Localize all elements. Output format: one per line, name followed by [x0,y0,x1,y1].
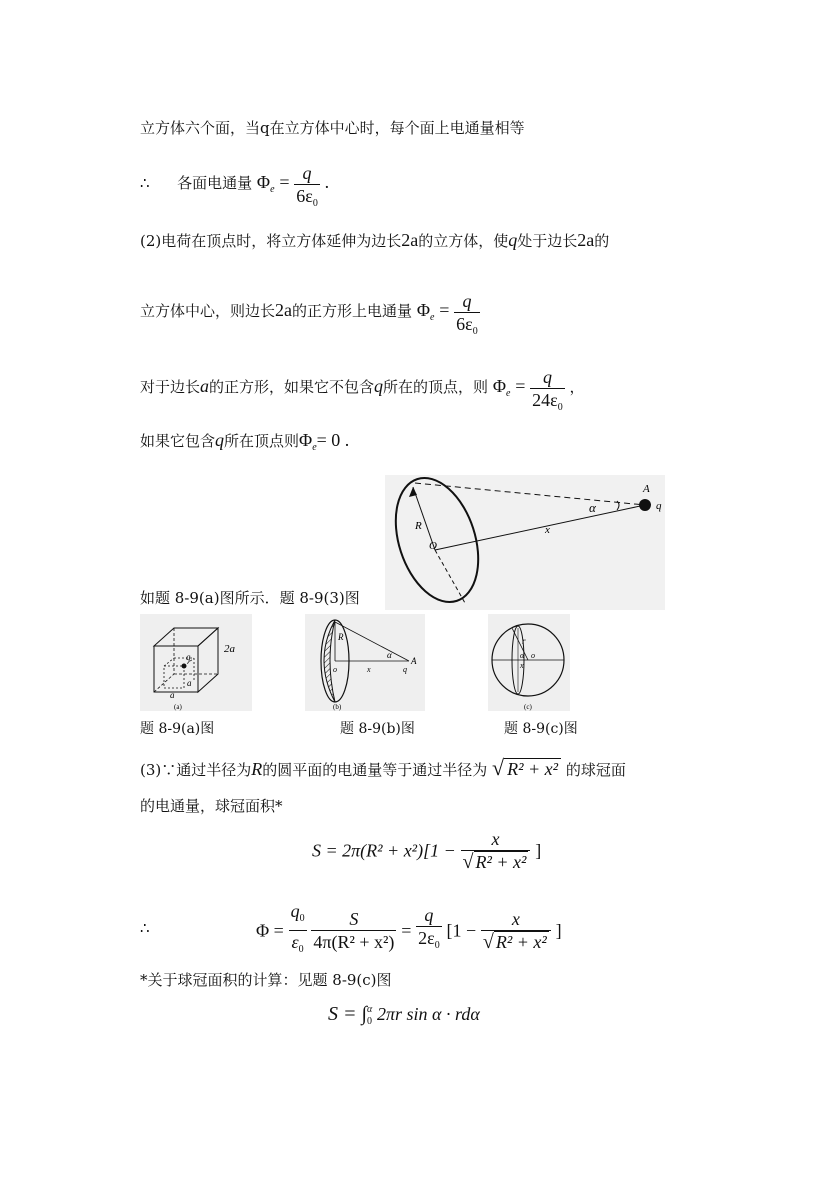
caption-fig-c: 题 8-9(c)图 [504,721,578,737]
svg-text:o: o [333,665,337,674]
figure-c-sphere [488,614,570,711]
text-cube-faces: 立方体六个面，当q在立方体中心时，每个面上电通量相等 [140,119,525,137]
svg-text:r: r [522,636,526,646]
text-line-8: (3)∵通过半径为R的圆平面的电通量等于通过半径为 √ R² + x² 的球冠面 [140,755,626,780]
sqrt-R2-x2: R² + x² [504,758,561,779]
svg-text:A: A [643,483,650,495]
text-line-2: ∴ 各面电通量 $\Phi_e$ = $\frac{q}{6\varepsilon_0}$ . [140,162,329,215]
svg-text:q: q [656,500,662,512]
fraction-q-over-6eps-2: $\frac{q}{6\varepsilon_0}$ [456,291,478,337]
svg-text:α: α [520,651,525,660]
svg-text:q: q [403,665,407,674]
text-line-3: (2)电荷在顶点时，将立方体延伸为边长2a的立方体，使q处于边长2a的 [140,230,610,250]
caption-fig-a: 题 8-9(a)图 [140,721,215,737]
figure-a-cube [140,614,252,711]
fraction-x-over-sqrt: $\frac{x}{\text{√ R² + x²}}$ [461,828,531,873]
svg-text:a: a [170,690,175,700]
figure-b-disk [305,614,425,711]
therefore-symbol: ∴ [140,174,150,192]
svg-text:(a): (a) [174,703,182,711]
text-line-4: 立方体中心，则边长2a的正方形上电通量 $\Phi_e$ = $\frac{q}{6\varepsilon_0}$ [140,290,480,343]
fraction-x-over-sqrt-2: $\frac{x}{\text{√ R² + x²}}$ [481,908,551,953]
text-line-7: 如题 8-9(a)图所示．题 8-9(3)图 [140,589,360,607]
svg-text:o: o [531,651,535,660]
svg-text:O: O [429,540,437,552]
fraction-q-over-24eps: $\frac{q}{24\varepsilon_0}$ [532,367,563,413]
fraction-S-over-4pi: $\frac{S}{\text{4π(R² + x²)}}$ [313,909,395,952]
svg-text:q: q [186,652,191,662]
svg-text:x: x [367,665,371,674]
svg-text:2a: 2a [224,643,235,655]
text-face-flux: 各面电通量 [177,174,253,192]
svg-text:(b): (b) [333,703,342,711]
svg-text:x: x [545,524,550,536]
svg-text:α: α [589,500,596,515]
svg-text:R: R [338,632,344,642]
figure-disk-svg [385,475,665,610]
equation-cap-area: S = 2π(R² + x²)[1 − $\frac{x}{\text{√ R² + x²}}$ ] [312,829,542,873]
svg-text:x: x [520,661,524,670]
text-line-9: 的电通量，球冠面积* [140,797,283,815]
svg-text:α: α [387,650,392,660]
text-line-6: 如果它包含q所在顶点则$\Phi_e= 0$ . [140,430,350,453]
text-therefore-2: ∴ [140,919,150,937]
svg-text:(c): (c) [524,703,532,711]
fraction-q-over-2eps0: $\frac{q}{2\varepsilon_0}$ [418,905,440,951]
text-line-1 [140,118,525,138]
svg-text:A: A [411,656,417,666]
caption-fig-b: 题 8-9(b)图 [340,721,415,737]
fraction-q0-over-eps0: $\frac{q_0}{\varepsilon_0}$ [290,901,305,955]
text-footnote: *关于球冠面积的计算：见题 8-9(c)图 [140,971,392,989]
svg-text:a: a [187,678,192,688]
text-line-5: 对于边长a的正方形，如果它不包含q所在的顶点，则 $\Phi_e$ = $\frac{q}{24\varepsilon_0}$ ， [140,366,585,419]
svg-text:R: R [415,520,422,532]
fraction-q-over-6eps: $\frac{q}{6\varepsilon_0}$ [296,163,318,209]
phi-symbol: Φ [256,172,271,192]
figure-disk-charge [385,475,665,610]
equation-flux-result: Φ = $\frac{q_0}{\varepsilon_0}$ $\frac{S}{\text{4π(R² + x²)}}$ = $\frac{q}{2\varepsilon_0}$ [1 − $\frac{x}{\text{√ R² + x²}}$ ] [256,900,562,961]
equation-integral: S = ∫ α 0 2πr sin α · rdα [328,1003,480,1027]
math-2a: 2a [401,230,419,250]
